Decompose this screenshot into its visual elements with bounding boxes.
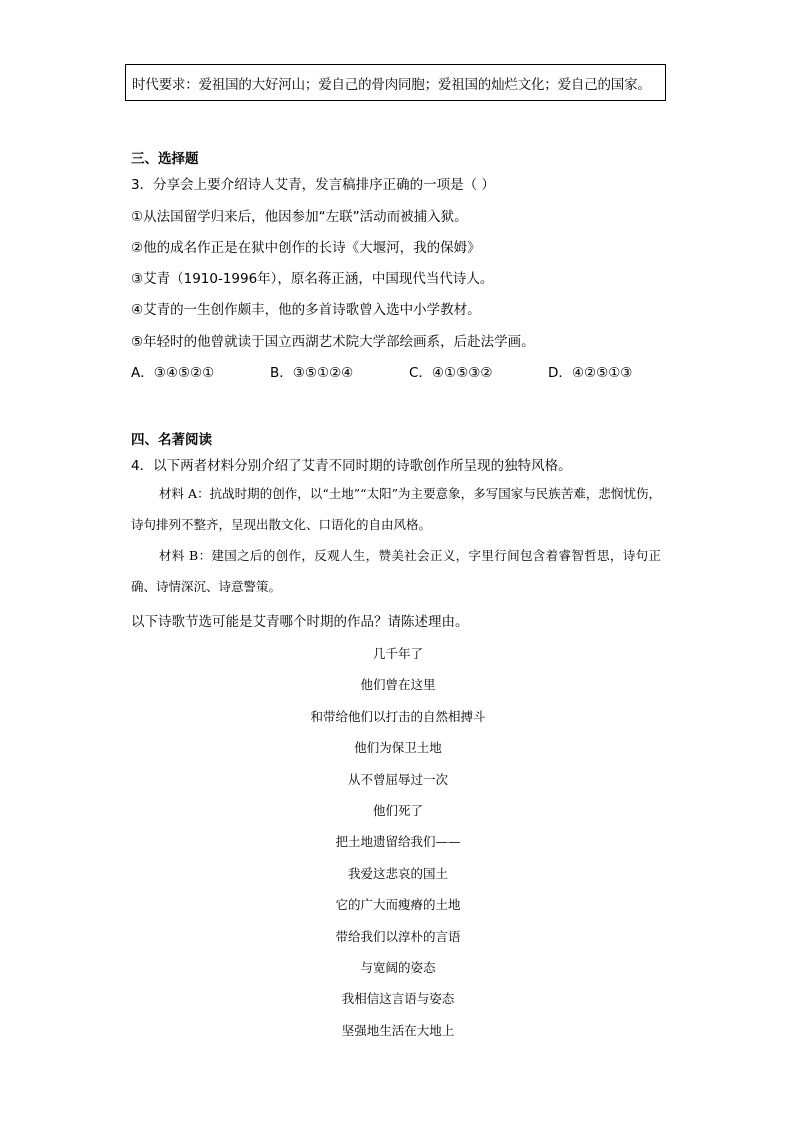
item-5: ⑤年轻时的他曾就读于国立西湖艺术院大学部绘画系，后赴法学画。	[131, 334, 535, 350]
poem-line: 他们死了	[372, 802, 423, 818]
item-3: ③艾青（1910-1996年），原名蒋正涵，中国现代当代诗人。	[131, 271, 494, 287]
poem-line: 他们为保卫土地	[354, 740, 442, 756]
item-2: ②他的成名作正是在狱中创作的长诗《大堰河，我的保姆》	[131, 240, 481, 256]
question-4: 4．以下两者材料分别介绍了艾青不同时期的诗歌创作所呈现的独特风格。	[131, 458, 572, 474]
choice-c: C．④①⑤③②	[409, 365, 493, 381]
poem-line: 坚强地生活在大地上	[341, 1022, 455, 1038]
poem-line: 带给我们以淳朴的言语	[335, 928, 461, 944]
section-4-heading: 四、名著阅读	[131, 432, 212, 448]
item-1: ①从法国留学归来后，他因参加“左联”活动而被捕入狱。	[131, 209, 468, 225]
poem-line: 他们曾在这里	[360, 677, 436, 693]
choice-a: A．③④⑤②①	[131, 365, 215, 381]
item-4: ④艾青的一生创作颇丰，他的多首诗歌曾入选中小学教材。	[131, 302, 481, 318]
material-a: 材料 A：抗战时期的创作，以“土地”“太阳”为主要意象，多写国家与民族苦难，悲悯忧伤，诗句排列不整齐，呈现出散文化、口语化的自由风格。	[131, 486, 661, 532]
poem-line: 把土地遗留给我们——	[335, 834, 461, 850]
poem-line: 从不曾屈辱过一次	[347, 771, 448, 787]
requirement-text: 时代要求：爱祖国的大好河山；爱自己的骨肉同胞；爱祖国的灿烂文化；爱自己的国家。	[132, 76, 651, 93]
question-3: 3．分享会上要介绍诗人艾青，发言稿排序正确的一项是（ ）	[131, 177, 495, 193]
poem-line: 我相信这言语与姿态	[341, 991, 455, 1007]
poem-excerpt	[0, 638, 794, 1046]
poem-line: 它的广大而瘦瘠的土地	[335, 897, 461, 913]
poem-line: 几千年了	[372, 646, 423, 661]
section-3-heading: 三、选择题	[131, 151, 199, 167]
choice-d: D．④②⑤①③	[548, 365, 633, 381]
poem-line: 和带给他们以打击的自然相搏斗	[310, 708, 486, 724]
poem-prompt: 以下诗歌节选可能是艾青哪个时期的作品？请陈述理由。	[131, 614, 469, 630]
poem-line: 与宽阔的姿态	[360, 959, 436, 975]
answer-choices	[131, 361, 632, 381]
requirement-box	[125, 64, 666, 101]
poem-line: 我爱这悲哀的国土	[347, 865, 448, 881]
choice-b: B．③⑤①②④	[270, 365, 354, 381]
material-b: 材料 B：建国之后的创作，反观人生，赞美社会正义，字里行间包含着睿智哲思，诗句正确、诗情深沉、诗意警策。	[131, 548, 661, 594]
